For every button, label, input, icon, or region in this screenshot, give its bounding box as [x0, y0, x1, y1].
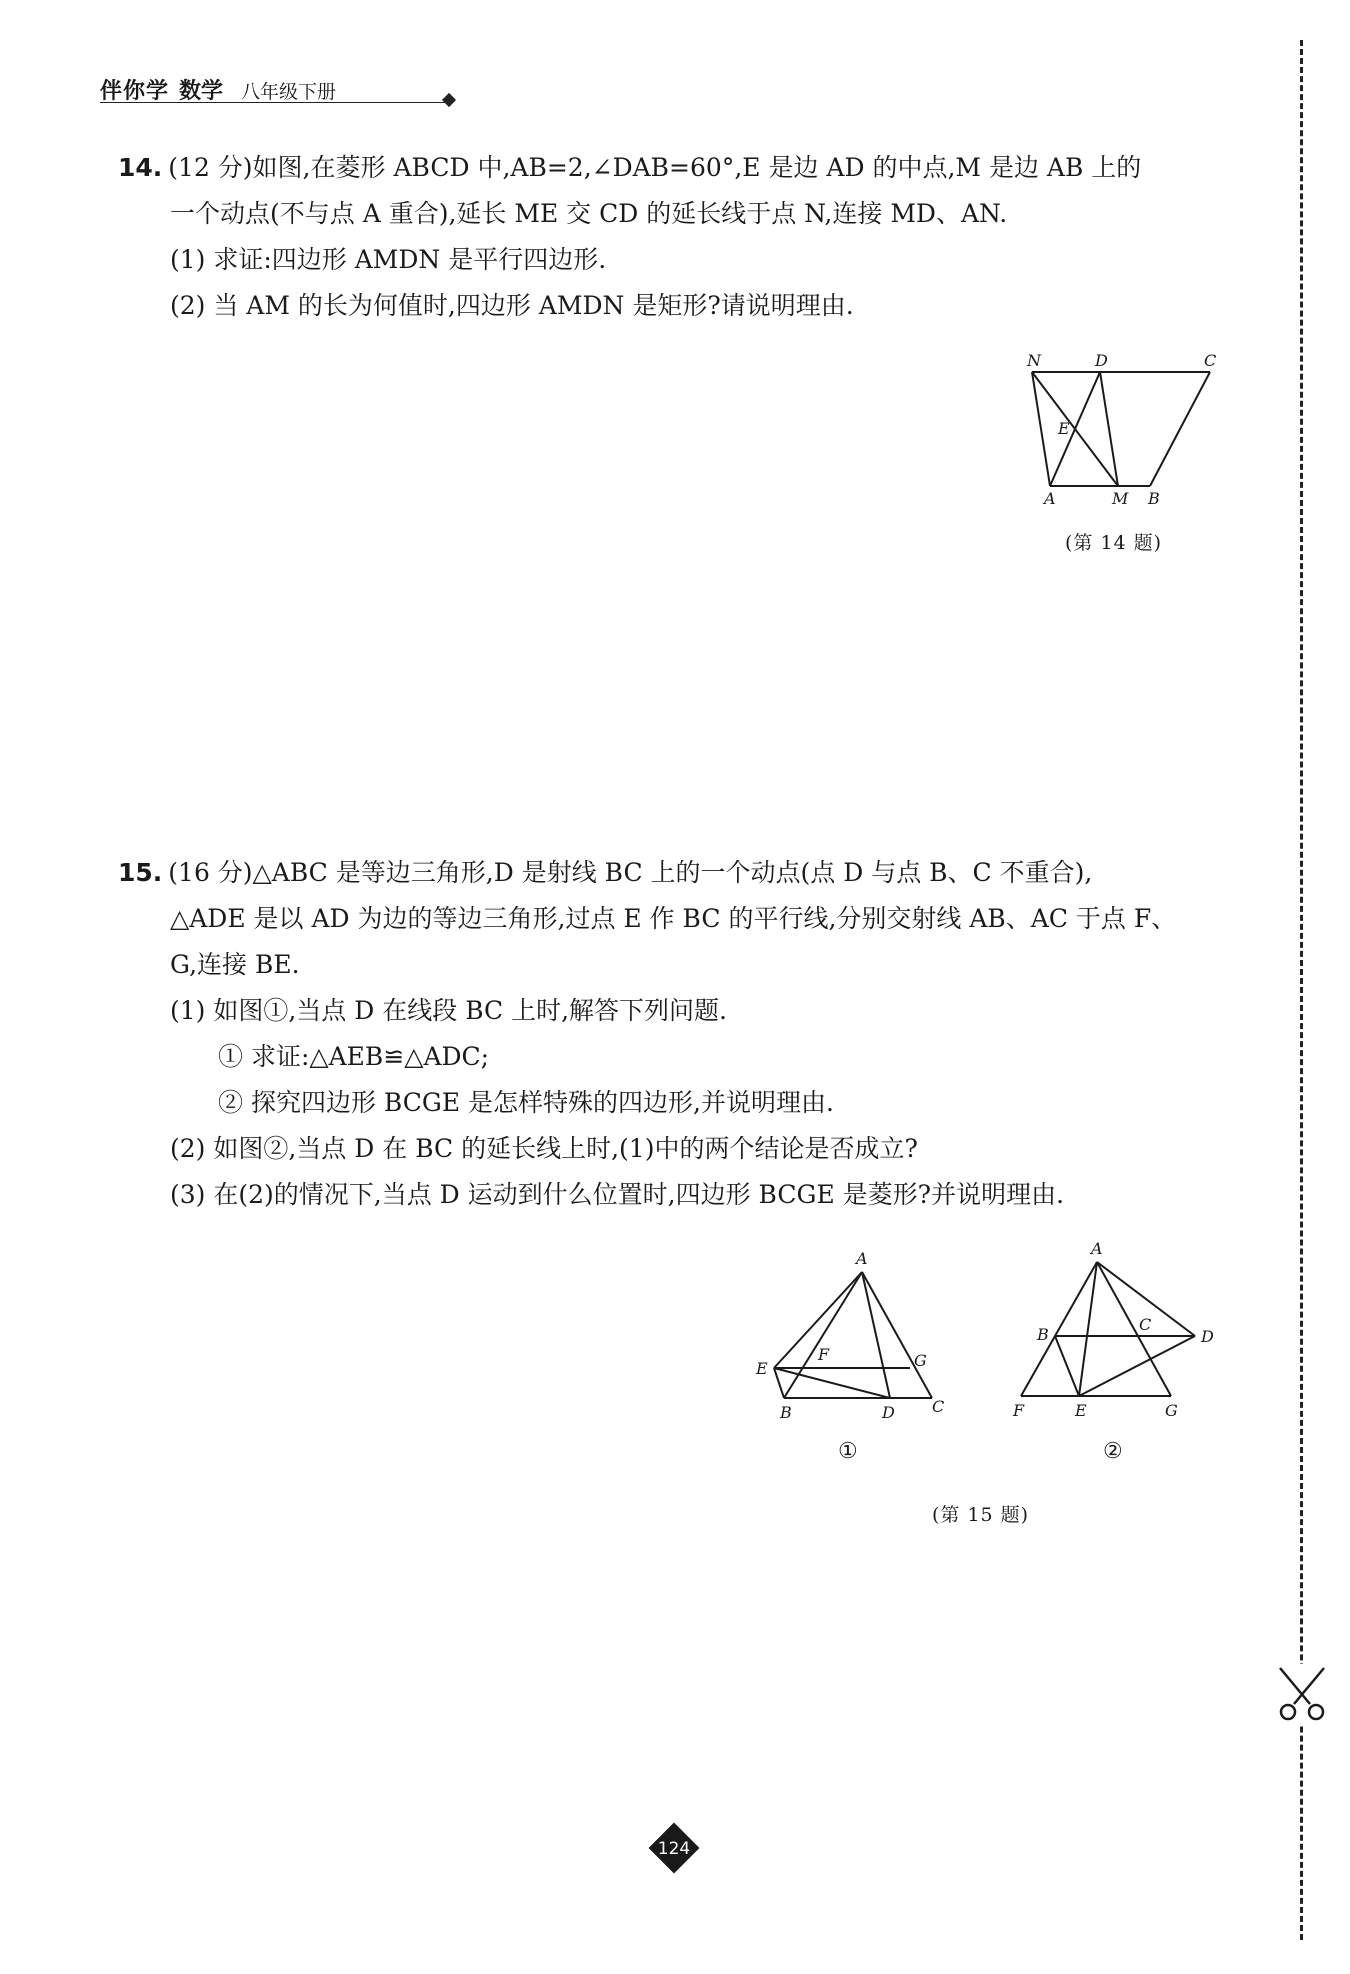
q15f1-label-b: B: [780, 1403, 792, 1422]
q15f2-tag: ②: [1103, 1439, 1123, 1464]
header-rule: [100, 102, 450, 103]
q15f2-label-a: A: [1091, 1240, 1103, 1258]
book-brand: 伴你学: [100, 79, 170, 104]
q14-label-n: N: [1027, 351, 1041, 370]
q14-label-m: M: [1112, 489, 1129, 508]
q15-subpart-1: ① 求证:△AEB≌△ADC;: [218, 1042, 490, 1071]
q15f1-label-d: D: [882, 1403, 895, 1422]
q14-label-e: E: [1058, 419, 1070, 438]
q14-label-d: D: [1095, 351, 1108, 370]
q14-label-b: B: [1148, 489, 1160, 508]
q15-figure-2: [1005, 1240, 1245, 1470]
q15-part-1: (1) 如图①,当点 D 在线段 BC 上时,解答下列问题.: [170, 996, 727, 1025]
q14-caption: (第 14 题): [1065, 532, 1163, 554]
q15-part-2: (2) 如图②,当点 D 在 BC 的延长线上时,(1)中的两个结论是否成立?: [170, 1134, 918, 1163]
page-number-badge: [646, 1820, 702, 1876]
cut-line: [1300, 40, 1303, 1940]
q14-text-1: (12 分)如图,在菱形 ABCD 中,AB=2,∠DAB=60°,E 是边 AD 的中点,M 是边 AB 上的: [168, 153, 1142, 182]
q15f1-tag: ①: [838, 1439, 858, 1464]
q14-line-2: 一个动点(不与点 A 重合),延长 ME 交 CD 的延长线于点 N,连接 MD、AN.: [170, 199, 1008, 228]
running-header: [100, 74, 336, 105]
q15-text-1: (16 分)△ABC 是等边三角形,D 是射线 BC 上的一个动点(点 D 与点 B、C 不重合),: [168, 858, 1093, 887]
q15-subpart-2: ② 探究四边形 BCGE 是怎样特殊的四边形,并说明理由.: [218, 1088, 834, 1117]
q15f2-label-f: F: [1013, 1401, 1025, 1420]
q15-number: 15.: [118, 858, 163, 887]
q15-line-2: △ADE 是以 AD 为边的等边三角形,过点 E 作 BC 的平行线,分别交射线 AB、AC 于点 F、: [170, 904, 1177, 933]
q14-number: 14.: [118, 153, 163, 182]
q15-figure-1: [750, 1250, 960, 1470]
q14-line-1: [118, 145, 1258, 191]
q14-figure: [1010, 350, 1250, 510]
q15-part-3: (3) 在(2)的情况下,当点 D 运动到什么位置时,四边形 BCGE 是菱形?并说明理由.: [170, 1180, 1065, 1209]
q14-part-1: (1) 求证:四边形 AMDN 是平行四边形.: [170, 245, 607, 274]
q15-line-3: G,连接 BE.: [170, 950, 300, 979]
scissors-icon: [1272, 1664, 1332, 1724]
q14-label-c: C: [1204, 351, 1217, 370]
page-number: 124: [657, 1839, 691, 1859]
q14-label-a: A: [1044, 489, 1056, 508]
header-diamond-icon: [442, 93, 456, 107]
q15f2-label-c: C: [1139, 1315, 1152, 1334]
q15f1-label-a: A: [856, 1250, 868, 1268]
question-15: [118, 850, 1258, 1218]
q15f2-label-d: D: [1201, 1327, 1214, 1346]
q15f1-label-f: F: [818, 1345, 830, 1364]
q15f1-label-g: G: [914, 1351, 927, 1370]
q15f1-label-e: E: [756, 1359, 768, 1378]
q15-line-1: [118, 850, 1258, 896]
book-subject: 数学: [179, 79, 224, 104]
q15f2-label-b: B: [1037, 1325, 1049, 1344]
q15f2-label-g: G: [1165, 1401, 1178, 1420]
question-14: [118, 145, 1258, 329]
q15f2-label-e: E: [1075, 1401, 1087, 1420]
q15f1-label-c: C: [932, 1397, 945, 1416]
q15-caption: (第 15 题): [932, 1504, 1030, 1526]
q14-part-2: (2) 当 AM 的长为何值时,四边形 AMDN 是矩形?请说明理由.: [170, 291, 854, 320]
book-grade: 八年级下册: [241, 81, 337, 103]
